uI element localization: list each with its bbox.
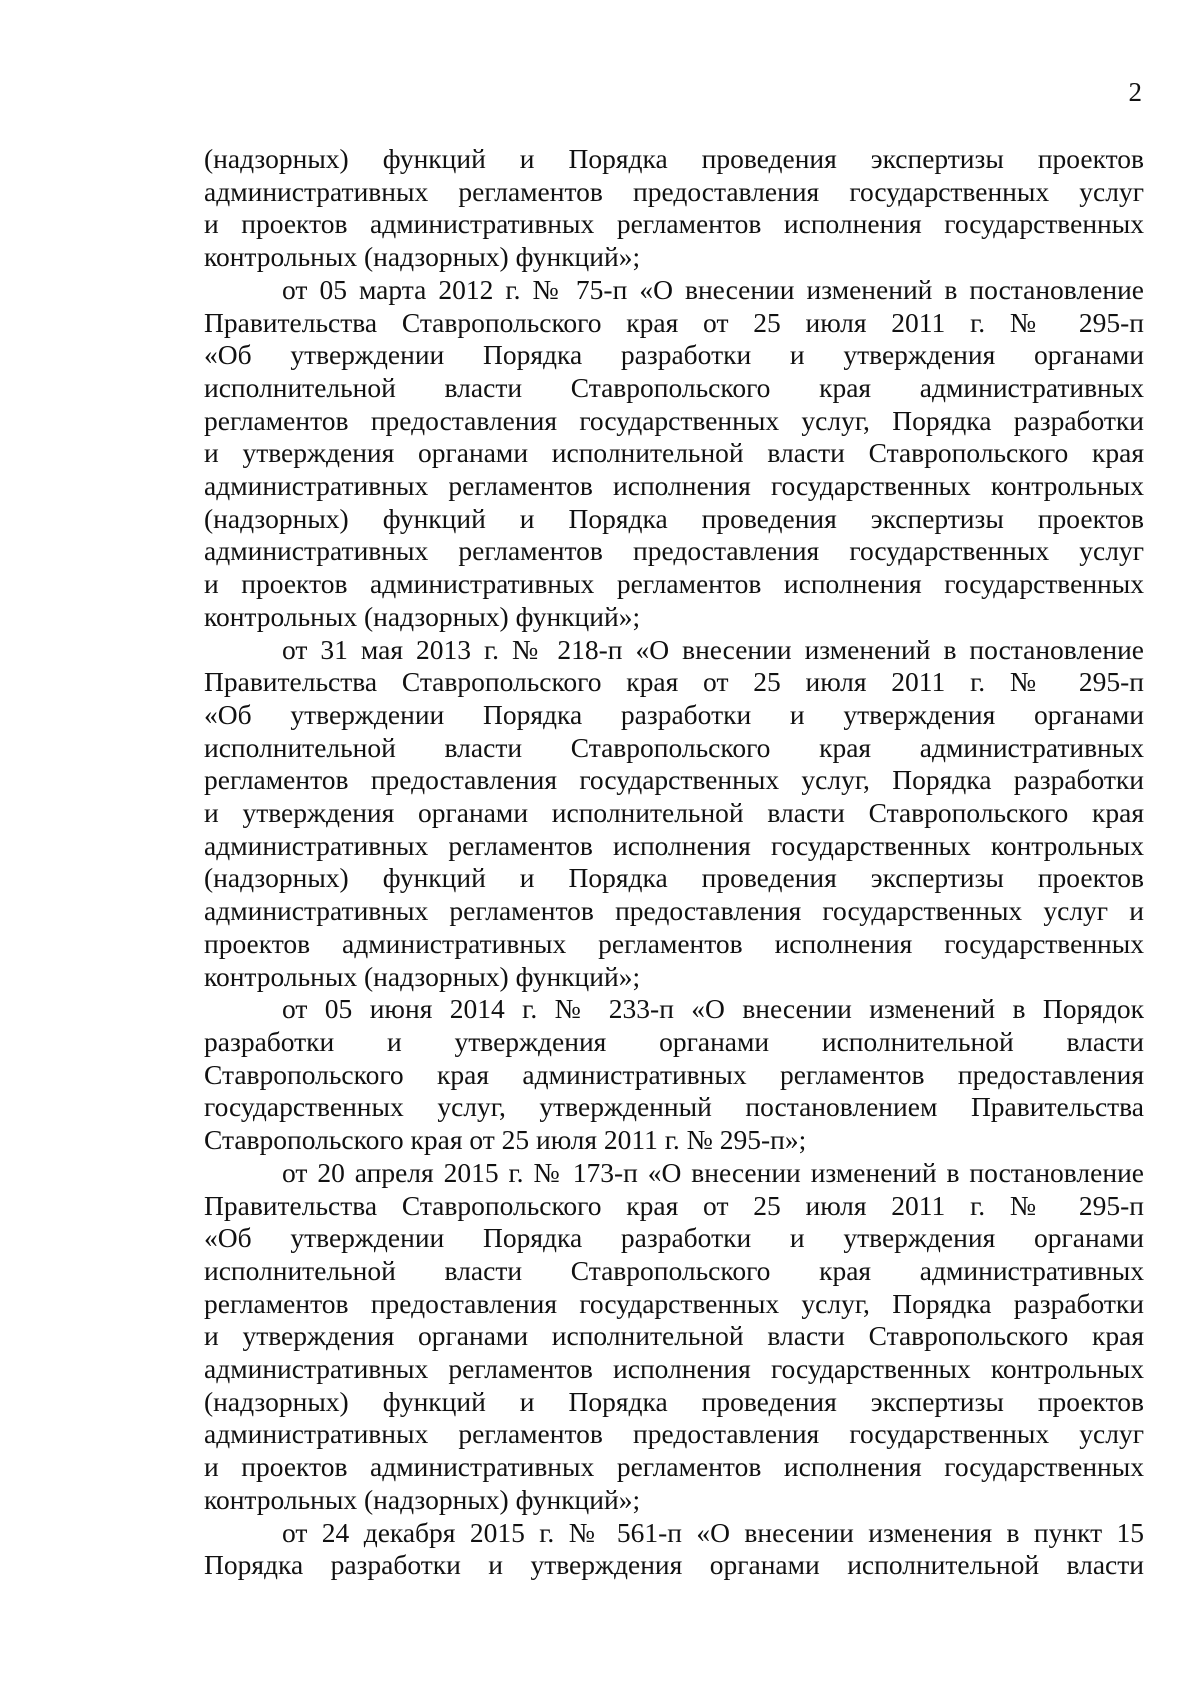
text-line: «Об утверждении Порядка разработки и утверждения органами: [204, 339, 1144, 371]
text-line: государственных услуг, утвержденный постановлением Правительства: [204, 1091, 1144, 1123]
text-line: от 20 апреля 2015 г. № 173-п «О внесении изменений в постановление: [282, 1156, 1144, 1188]
text-line: (надзорных) функций и Порядка проведения экспертизы проектов: [204, 143, 1144, 174]
page-number: 2: [1128, 77, 1142, 107]
text-line: Правительства Ставропольского края от 25 июля 2011 г. № 295-п: [204, 1189, 1144, 1221]
text-line: исполнительной власти Ставропольского края административных: [204, 731, 1144, 763]
text-line: (надзорных) функций и Порядка проведения экспертизы проектов: [204, 502, 1144, 534]
paragraph: [204, 993, 1144, 1157]
text-line: Правительства Ставропольского края от 25 июля 2011 г. № 295-п: [204, 306, 1144, 338]
paragraph: [204, 634, 1144, 994]
text-line: исполнительной власти Ставропольского края административных: [204, 371, 1144, 403]
text-line: Порядка разработки и утверждения органами исполнительной власти: [204, 1549, 1144, 1581]
text-line: и утверждения органами исполнительной власти Ставропольского края: [204, 1320, 1144, 1352]
text-line: исполнительной власти Ставропольского края административных: [204, 1254, 1144, 1286]
text-line: от 24 декабря 2015 г. № 561-п «О внесении изменения в пункт 15: [282, 1516, 1144, 1548]
text-line: и утверждения органами исполнительной власти Ставропольского края: [204, 437, 1144, 469]
text-line: контрольных (надзорных) функций»;: [204, 960, 641, 992]
text-line: (надзорных) функций и Порядка проведения экспертизы проектов: [204, 1385, 1144, 1417]
text-line: регламентов предоставления государственных услуг, Порядка разработки: [204, 404, 1144, 436]
text-line: «Об утверждении Порядка разработки и утверждения органами: [204, 1222, 1144, 1254]
text-line: «Об утверждении Порядка разработки и утверждения органами: [204, 698, 1144, 730]
text-line: Ставропольского края от 25 июля 2011 г. № 295-п»;: [204, 1124, 807, 1156]
text-line: от 31 мая 2013 г. № 218-п «О внесении изменений в постановление: [282, 633, 1144, 665]
paragraph: [204, 1517, 1144, 1582]
text-line: административных регламентов предоставления государственных услуг: [204, 1418, 1144, 1450]
text-line: разработки и утверждения органами исполнительной власти: [204, 1025, 1144, 1057]
text-line: Ставропольского края административных регламентов предоставления: [204, 1058, 1144, 1090]
paragraph: [204, 143, 1144, 274]
text-line: проектов административных регламентов исполнения государственных: [204, 927, 1144, 959]
text-line: регламентов предоставления государственных услуг, Порядка разработки: [204, 1287, 1144, 1319]
document-body: [204, 143, 1144, 1582]
text-line: административных регламентов исполнения государственных контрольных: [204, 829, 1144, 861]
text-line: и проектов административных регламентов исполнения государственных: [204, 1451, 1144, 1483]
text-line: контрольных (надзорных) функций»;: [204, 600, 641, 632]
text-line: административных регламентов исполнения государственных контрольных: [204, 470, 1144, 502]
text-line: административных регламентов исполнения государственных контрольных: [204, 1353, 1144, 1385]
text-line: регламентов предоставления государственных услуг, Порядка разработки: [204, 764, 1144, 796]
text-line: административных регламентов предоставления государственных услуг: [204, 535, 1144, 567]
text-line: от 05 марта 2012 г. № 75-п «О внесении изменений в постановление: [282, 273, 1144, 305]
text-line: контрольных (надзорных) функций»;: [204, 1483, 641, 1515]
text-line: административных регламентов предоставления государственных услуг: [204, 175, 1144, 207]
paragraph: [204, 274, 1144, 634]
text-line: административных регламентов предоставления государственных услуг и: [204, 895, 1144, 927]
paragraph: [204, 1157, 1144, 1517]
text-line: Правительства Ставропольского края от 25 июля 2011 г. № 295-п: [204, 666, 1144, 698]
text-line: и утверждения органами исполнительной власти Ставропольского края: [204, 797, 1144, 829]
text-line: от 05 июня 2014 г. № 233-п «О внесении изменений в Порядок: [282, 993, 1144, 1025]
text-line: контрольных (надзорных) функций»;: [204, 241, 641, 273]
text-line: и проектов административных регламентов исполнения государственных: [204, 568, 1144, 600]
text-line: (надзорных) функций и Порядка проведения экспертизы проектов: [204, 862, 1144, 894]
text-line: и проектов административных регламентов исполнения государственных: [204, 208, 1144, 240]
